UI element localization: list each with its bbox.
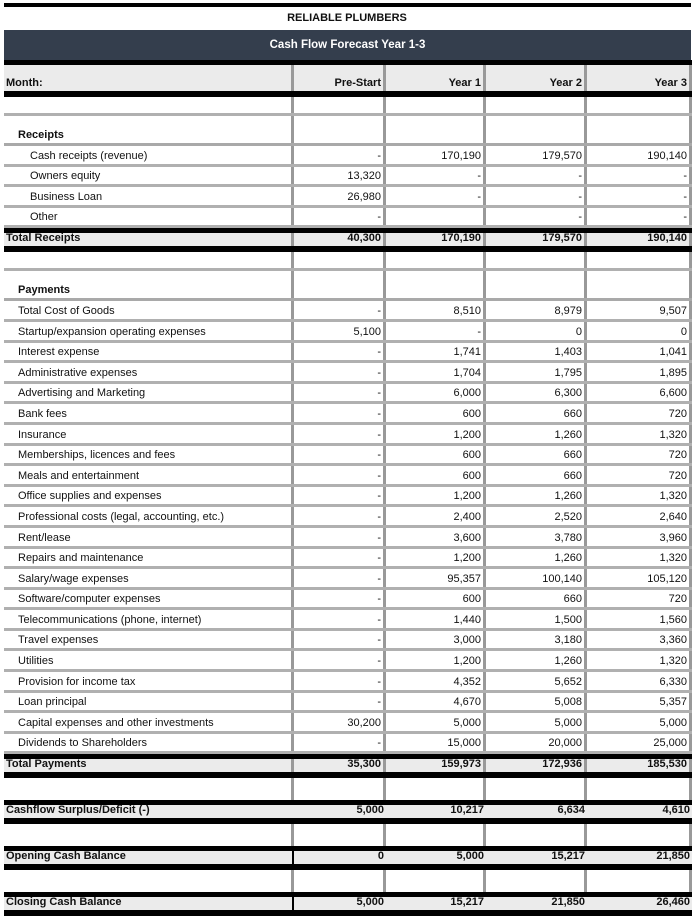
cell-value: 1,320 [587, 425, 692, 443]
cell-value: 8,510 [386, 301, 486, 319]
cell-value: 13,320 [294, 167, 386, 185]
cell-value: 3,960 [587, 528, 692, 546]
cell-value: 660 [486, 466, 587, 484]
row-label: Receipts [4, 116, 294, 143]
cell-value [587, 97, 692, 113]
cell-value [386, 271, 486, 298]
cell-value: 25,000 [587, 734, 692, 752]
cell-value: 720 [587, 590, 692, 608]
cell-value: 3,780 [486, 528, 587, 546]
cell-value: 185,530 [587, 759, 692, 772]
cash-flow-table [4, 60, 692, 916]
section-receipts [4, 116, 692, 146]
cell-value: 21,850 [656, 850, 690, 863]
cell-value: 6,330 [587, 672, 692, 690]
cell-value: - [294, 446, 386, 464]
cell-value [587, 116, 692, 143]
cell-value [386, 208, 486, 226]
row-label [4, 778, 294, 800]
header-label: Month: [4, 65, 294, 91]
cell-value [587, 824, 692, 846]
cell-value: 0 [587, 322, 692, 340]
cell-value: 5,357 [587, 693, 692, 711]
cell-value: 3,180 [486, 631, 587, 649]
cell-value: 0 [377, 850, 384, 863]
table-row [4, 146, 692, 167]
cell-value: 15,000 [386, 734, 486, 752]
cell-value: 190,140 [587, 233, 692, 246]
cell-value: 720 [587, 446, 692, 464]
table-row [4, 713, 692, 734]
row-label: Bank fees [4, 404, 294, 422]
cell-value: - [386, 322, 486, 340]
cell-value: - [294, 363, 386, 381]
table-row [4, 425, 692, 446]
row-label: Advertising and Marketing [4, 384, 294, 402]
cell-value [486, 116, 587, 143]
cell-value: 170,190 [386, 233, 486, 246]
cell-value: 1,741 [386, 343, 486, 361]
cell-value: 2,520 [486, 507, 587, 525]
row-label: Rent/lease [4, 528, 294, 546]
row-label: Payments [4, 271, 294, 298]
header-col-prestart: Pre-Start [294, 65, 386, 91]
row-label: Cashflow Surplus/Deficit (-) [6, 804, 150, 817]
cell-value: 5,000 [587, 713, 692, 731]
row-label: Insurance [4, 425, 294, 443]
table-row [4, 167, 692, 188]
cell-value [294, 870, 386, 892]
cell-value: 26,460 [656, 896, 690, 909]
cell-value: 1,895 [587, 363, 692, 381]
spacer-row [4, 870, 692, 892]
table-row [4, 631, 692, 652]
cell-value: 5,000 [486, 713, 587, 731]
row-label: Telecommunications (phone, internet) [4, 610, 294, 628]
table-row [4, 693, 692, 714]
row-label: Total Cost of Goods [4, 301, 294, 319]
cell-value: - [294, 610, 386, 628]
cell-value [294, 252, 386, 268]
cell-value: - [294, 507, 386, 525]
cell-value: 600 [386, 404, 486, 422]
cell-value [486, 97, 587, 113]
cell-value: 1,260 [486, 549, 587, 567]
cell-value [294, 116, 386, 143]
cell-value: 600 [386, 590, 486, 608]
cell-value: 3,600 [386, 528, 486, 546]
table-row [4, 343, 692, 364]
cell-value: 1,440 [386, 610, 486, 628]
cell-value [386, 116, 486, 143]
cell-value: - [486, 167, 587, 185]
row-label: Owners equity [4, 167, 294, 185]
cell-value: 660 [486, 404, 587, 422]
cell-value: 720 [587, 466, 692, 484]
cell-value: - [294, 487, 386, 505]
cell-value [386, 778, 486, 800]
header-col-year2: Year 2 [486, 65, 587, 91]
table-row [4, 610, 692, 631]
cell-value: 26,980 [294, 187, 386, 205]
cell-value: 20,000 [486, 734, 587, 752]
cell-value: - [294, 651, 386, 669]
row-label: Administrative expenses [4, 363, 294, 381]
cell-value: 1,200 [386, 549, 486, 567]
table-row [4, 528, 692, 549]
cell-value [294, 824, 386, 846]
table-row [4, 404, 692, 425]
cell-value: 170,190 [386, 146, 486, 164]
cell-value: - [294, 208, 386, 226]
row-label: Cash receipts (revenue) [4, 146, 294, 164]
cell-value: 40,300 [294, 233, 386, 246]
table-row [4, 672, 692, 693]
row-label: Other [4, 208, 294, 226]
cell-value [386, 870, 486, 892]
cell-value: - [294, 569, 386, 587]
cell-value: 1,403 [486, 343, 587, 361]
cell-value [587, 778, 692, 800]
cell-value: - [294, 425, 386, 443]
cell-value: - [294, 590, 386, 608]
total-receipts-row [4, 228, 692, 252]
cell-value: - [294, 466, 386, 484]
cell-value: 15,217 [551, 850, 585, 863]
table-row [4, 734, 692, 755]
cell-value: - [486, 208, 587, 226]
cell-value: 6,300 [486, 384, 587, 402]
cell-value: 5,008 [486, 693, 587, 711]
cell-value: 5,100 [294, 322, 386, 340]
cell-value: - [587, 208, 692, 226]
cell-value: 4,670 [386, 693, 486, 711]
row-label: Office supplies and expenses [4, 487, 294, 505]
table-row [4, 208, 692, 229]
cell-value: - [386, 167, 486, 185]
cell-value: 159,973 [386, 759, 486, 772]
row-label: Total Payments [4, 759, 294, 772]
cell-value: 1,200 [386, 487, 486, 505]
table-row [4, 569, 692, 590]
cell-value: 1,704 [386, 363, 486, 381]
spacer-row [4, 778, 692, 800]
cell-value: 35,300 [294, 759, 386, 772]
opening-balance-row [4, 846, 692, 870]
cell-value: - [294, 404, 386, 422]
cell-value: 5,000 [356, 896, 384, 909]
cell-value: 4,352 [386, 672, 486, 690]
cell-value: 1,320 [587, 487, 692, 505]
cell-value: - [294, 734, 386, 752]
cell-value: 172,936 [486, 759, 587, 772]
cell-value: 179,570 [486, 233, 587, 246]
cell-value: 1,500 [486, 610, 587, 628]
cell-value: 9,507 [587, 301, 692, 319]
cell-value [486, 824, 587, 846]
row-label: Provision for income tax [4, 672, 294, 690]
row-label: Loan principal [4, 693, 294, 711]
cell-value: 1,260 [486, 425, 587, 443]
cell-value: 600 [386, 466, 486, 484]
cell-value [386, 97, 486, 113]
cell-value [294, 97, 386, 113]
cell-value: 660 [486, 590, 587, 608]
row-label: Total Receipts [4, 233, 294, 246]
cell-value: 179,570 [486, 146, 587, 164]
cashflow-row [4, 800, 692, 824]
row-label: Meals and entertainment [4, 466, 294, 484]
cell-value: 5,000 [386, 713, 486, 731]
table-row [4, 549, 692, 570]
cell-value [294, 271, 386, 298]
row-label: Opening Cash Balance [4, 851, 294, 864]
cell-value: 3,360 [587, 631, 692, 649]
cell-value: 190,140 [587, 146, 692, 164]
cell-value [386, 252, 486, 268]
cell-value: - [294, 549, 386, 567]
cell-value: - [294, 631, 386, 649]
row-label: Software/computer expenses [4, 590, 294, 608]
spacer-row [4, 252, 692, 271]
cell-value [587, 252, 692, 268]
closing-balance-row [4, 892, 692, 916]
cell-value [486, 271, 587, 298]
cell-value: 6,600 [587, 384, 692, 402]
cell-value: 95,357 [386, 569, 486, 587]
cell-value: - [294, 672, 386, 690]
table-row [4, 466, 692, 487]
cell-value [486, 778, 587, 800]
cell-value: 1,795 [486, 363, 587, 381]
cell-value: 21,850 [551, 896, 585, 909]
table-row [4, 322, 692, 343]
cell-value: 2,400 [386, 507, 486, 525]
table-row [4, 384, 692, 405]
row-label [4, 824, 294, 846]
cell-value: - [294, 693, 386, 711]
section-payments [4, 271, 692, 301]
row-label: Dividends to Shareholders [4, 734, 294, 752]
table-row [4, 651, 692, 672]
cell-value: 1,260 [486, 651, 587, 669]
table-row [4, 446, 692, 467]
cell-value: 6,000 [386, 384, 486, 402]
cell-value: 10,217 [450, 804, 484, 817]
cell-value: 2,640 [587, 507, 692, 525]
cell-value: 1,200 [386, 651, 486, 669]
cell-value: 100,140 [486, 569, 587, 587]
row-label: Memberships, licences and fees [4, 446, 294, 464]
cell-value: 5,000 [356, 804, 384, 817]
cell-value: - [294, 384, 386, 402]
cell-value: 4,610 [662, 804, 690, 817]
row-label: Travel expenses [4, 631, 294, 649]
table-row [4, 507, 692, 528]
row-label: Repairs and maintenance [4, 549, 294, 567]
header-row [4, 60, 692, 97]
total-payments-row [4, 754, 692, 778]
cell-value: 600 [386, 446, 486, 464]
table-row [4, 301, 692, 322]
row-label: Interest expense [4, 343, 294, 361]
cell-value: - [587, 187, 692, 205]
cell-value: 1,560 [587, 610, 692, 628]
cell-value: 8,979 [486, 301, 587, 319]
cell-value: - [386, 187, 486, 205]
cell-value [486, 870, 587, 892]
row-label: Salary/wage expenses [4, 569, 294, 587]
cell-value [587, 271, 692, 298]
cell-value: 1,041 [587, 343, 692, 361]
cell-value: - [486, 187, 587, 205]
cell-value: 0 [486, 322, 587, 340]
row-label: Capital expenses and other investments [4, 713, 294, 731]
cell-value: - [294, 528, 386, 546]
cell-value [486, 252, 587, 268]
report-title: Cash Flow Forecast Year 1-3 [4, 30, 691, 60]
spacer-row [4, 97, 692, 116]
cell-value: 5,000 [456, 850, 484, 863]
row-label [4, 97, 294, 113]
cell-value: 1,320 [587, 651, 692, 669]
header-col-year3: Year 3 [587, 65, 692, 91]
table-row [4, 187, 692, 208]
cell-value [294, 778, 386, 800]
company-name: RELIABLE PLUMBERS [287, 12, 407, 24]
row-label: Closing Cash Balance [4, 897, 294, 910]
table-row [4, 363, 692, 384]
cell-value: 720 [587, 404, 692, 422]
table-row [4, 487, 692, 508]
row-label: Business Loan [4, 187, 294, 205]
cell-value: 1,260 [486, 487, 587, 505]
table-row [4, 590, 692, 611]
cell-value: 6,634 [557, 804, 585, 817]
cell-value: - [294, 301, 386, 319]
cell-value: 1,320 [587, 549, 692, 567]
cell-value: 3,000 [386, 631, 486, 649]
cell-value [587, 870, 692, 892]
row-label: Utilities [4, 651, 294, 669]
row-label [4, 252, 294, 268]
cell-value: 15,217 [450, 896, 484, 909]
cell-value: 105,120 [587, 569, 692, 587]
spacer-row [4, 824, 692, 846]
cell-value: 5,652 [486, 672, 587, 690]
row-label: Professional costs (legal, accounting, etc.) [4, 507, 294, 525]
cell-value [386, 824, 486, 846]
cell-value: - [294, 343, 386, 361]
row-label [4, 870, 294, 892]
row-label: Startup/expansion operating expenses [4, 322, 294, 340]
cell-value: - [587, 167, 692, 185]
cell-value: 1,200 [386, 425, 486, 443]
cell-value: - [294, 146, 386, 164]
cell-value: 660 [486, 446, 587, 464]
header-col-year1: Year 1 [386, 65, 486, 91]
cell-value: 30,200 [294, 713, 386, 731]
